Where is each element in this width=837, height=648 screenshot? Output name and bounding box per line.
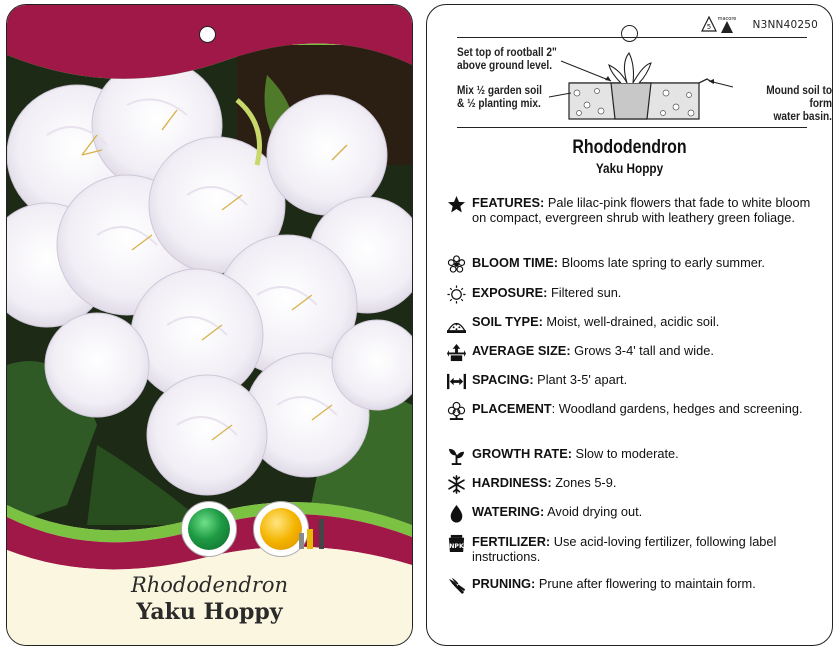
feature-label: GROWTH RATE: bbox=[472, 446, 572, 461]
feature-bloom-time bbox=[447, 255, 817, 270]
genus-name: Rhododendron bbox=[130, 573, 289, 597]
feature-label: FEATURES: bbox=[472, 195, 545, 210]
star-icon bbox=[447, 195, 466, 214]
hang-hole bbox=[199, 26, 216, 43]
feature-label: SOIL TYPE: bbox=[472, 314, 543, 329]
hang-hole bbox=[621, 25, 638, 42]
divider bbox=[457, 127, 807, 128]
npk-badge: NPK bbox=[449, 542, 464, 550]
feature-text: Blooms late spring to early summer. bbox=[558, 255, 765, 270]
back-plant-name bbox=[427, 137, 832, 176]
feature-text: : Woodland gardens, hedges and screening. bbox=[551, 401, 803, 416]
feature-text: Plant 3-5' apart. bbox=[533, 372, 628, 387]
feature-label: BLOOM TIME: bbox=[472, 255, 559, 270]
sun-icon bbox=[447, 285, 466, 304]
feature-pruning bbox=[447, 576, 817, 591]
feature-soil-type bbox=[447, 314, 817, 329]
feature-label: EXPOSURE: bbox=[472, 285, 548, 300]
feature-text: Grows 3-4' tall and wide. bbox=[570, 343, 714, 358]
feature-label: PLACEMENT bbox=[472, 401, 552, 416]
feature-label: WATERING: bbox=[472, 504, 545, 519]
water-drop-icon bbox=[447, 504, 466, 523]
feature-text: Use acid-loving fertilizer, following label instructions. bbox=[472, 534, 777, 564]
cultivar-name: Yaku Hoppy bbox=[136, 599, 283, 625]
feature-text: Filtered sun. bbox=[547, 285, 622, 300]
feature-spacing bbox=[447, 372, 817, 387]
pruners-icon bbox=[447, 576, 466, 595]
feature-average-size bbox=[447, 343, 817, 358]
snowflake-icon bbox=[447, 475, 466, 494]
feature-fertilizer bbox=[447, 534, 817, 564]
planting-note-left: Mix ½ garden soil & ½ planting mix. bbox=[457, 85, 542, 110]
recycle-brand: macore bbox=[717, 16, 737, 22]
feature-text: Prune after flowering to maintain form. bbox=[535, 576, 756, 591]
size-icon bbox=[447, 343, 466, 362]
back-cultivar-name: Yaku Hoppy bbox=[595, 160, 664, 176]
feature-text: Pale lilac-pink flowers that fade to white bloom on compact, evergreen shrub with leathery green foliage. bbox=[472, 195, 811, 225]
spacing-icon bbox=[447, 372, 466, 391]
product-code: N3NN40250 bbox=[752, 19, 818, 31]
soil-icon bbox=[447, 314, 466, 333]
plant-name bbox=[7, 573, 412, 625]
feature-label: HARDINESS: bbox=[472, 475, 552, 490]
back-tag bbox=[426, 4, 833, 646]
feature-label: SPACING: bbox=[472, 372, 534, 387]
recycle-icon bbox=[699, 13, 745, 35]
feature-exposure bbox=[447, 285, 817, 300]
feature-text: Zones 5-9. bbox=[551, 475, 617, 490]
planting-note-top: Set top of rootball 2" above ground level. bbox=[457, 47, 557, 72]
fertilizer-icon bbox=[447, 534, 466, 553]
growth-icon bbox=[447, 446, 466, 465]
feature-watering bbox=[447, 504, 817, 519]
planting-note-right: Mound soil to form water basin. bbox=[766, 85, 832, 123]
feature-text: Avoid drying out. bbox=[544, 504, 643, 519]
feature-growth-rate bbox=[447, 446, 817, 461]
evergreen-icon bbox=[181, 501, 237, 557]
flower-icon bbox=[447, 255, 466, 274]
feature-text: Moist, well-drained, acidic soil. bbox=[542, 314, 720, 329]
back-genus-name: Rhododendron bbox=[572, 137, 687, 158]
feature-label: PRUNING: bbox=[472, 576, 536, 591]
feature-text: Slow to moderate. bbox=[572, 446, 679, 461]
front-tag bbox=[6, 4, 413, 646]
feature-features bbox=[447, 195, 817, 225]
recycle-number: 5 bbox=[706, 23, 712, 31]
shade-tolerance-icon bbox=[297, 515, 331, 551]
placement-icon bbox=[447, 401, 466, 420]
feature-placement bbox=[447, 401, 817, 416]
feature-hardiness bbox=[447, 475, 817, 490]
feature-label: AVERAGE SIZE: bbox=[472, 343, 571, 358]
rhododendron-photo bbox=[7, 45, 412, 545]
feature-label: FERTILIZER: bbox=[472, 534, 551, 549]
divider bbox=[457, 37, 807, 38]
